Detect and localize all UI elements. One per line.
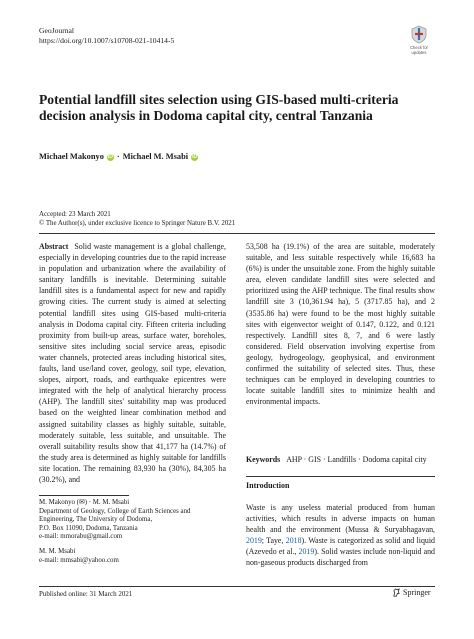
crossmark-icon <box>411 25 427 44</box>
copyright-line: © The Author(s), under exclusive licence to Springer Nature B.V. 2021 <box>39 220 236 227</box>
citation-link[interactable]: 2018 <box>285 536 302 546</box>
abstract-left-column <box>39 241 226 485</box>
keywords-text: AHP · GIS · Landfills · Dodoma capital city <box>286 455 427 464</box>
journal-header <box>39 26 174 46</box>
introduction-text: Waste is any useless material produced from human activities, which results in adverse impacts on human health and the environment (Mussa & Suryabhagavan, 2019; Taye, 2018). Waste is categorized as solid and liquid (Azevedo et al., 2019). Solid wastes include non-liquid and non-gaseous products discharged from <box>246 503 436 568</box>
abstract-top-rule <box>39 233 435 234</box>
keywords-label: Keywords <box>246 455 281 464</box>
author-name[interactable]: Michael Makonyo <box>39 152 104 161</box>
author-list <box>39 152 200 162</box>
abstract-right-column <box>246 241 435 407</box>
author-separator: · <box>116 152 120 161</box>
paper-title: Potential landfill sites selection using GIS-based multi-criteria decision analysis in Dodoma capital city, central Tanzania <box>39 92 399 123</box>
abstract-text: Solid waste management is a global challenge, especially in developing countries due to the rapid increase in population and urbanization where the availability of sanitary landfills is inevitable. Determining suitable landfill sites is a fundamental aspect for new and rapidly growing cities. The current study is aimed at selecting potential landfill sites using GIS-based multi-criteria analysis in Dodoma capital city. Fifteen criteria including proximity from built-up areas, surface water, boreholes, sensitive sites including social service areas, episodic water channels, protected areas including historical sites, faults, land use/land cover, geology, soil type, elevation, slopes, airport, roads, and earthquake epicentres were integrated with the help of analytical hierarchy process (AHP). The landfill sites' suitability map was produced based on the weighted linear combination method and assigned suitability classes as highly suitable, suitable, moderately suitable, less suitable, and unsuitable. The overall suitability results show that 41,177 ha (14.7%) of the study area is determined as highly suitable for landfills site location. The remaining 83,930 ha (30%), 84,305 ha (30.2%), and <box>39 242 226 484</box>
abstract-text-continued: 53,508 ha (19.1%) of the area are suitable, moderately suitable, and less suitable respectively while 16,683 ha (6%) is under the unsuitable zone. From the highly suitable area, eleven candidate landfill sites were selected and prioritized using the AHP technique. The final results show landfill site 3 (10,361.94 ha), 5 (3717.85 ha), and 2 (3535.86 ha) were found to be the most highly suitable sites with eigenvector weight of 0.147, 0.122, and 0.121 respectively. Landfill sites 8, 7, and 6 were lastly considered. Field observation involving expertise from geology, hydrogeology, geophysical, and environment confirmed the suitability of selected sites. Thus, these techniques can be employed in developing countries to locate suitable landfill sites to minimize health and environmental impacts. <box>246 242 435 407</box>
affiliation-rule <box>39 495 129 496</box>
orcid-icon[interactable]: iD <box>107 153 113 160</box>
email-link[interactable]: e-mail: mmsabi@yahoo.com <box>39 556 119 564</box>
doi-link[interactable]: https://doi.org/10.1007/s10708-021-10414-5 <box>39 36 175 45</box>
article-dates <box>39 210 235 228</box>
publisher-name: Springer <box>403 588 431 597</box>
accepted-date: Accepted: 23 March 2021 <box>39 211 111 218</box>
email-link[interactable]: e-mail: mmorabu@gmail.com <box>39 533 123 541</box>
springer-horse-icon <box>392 588 401 597</box>
citation-link[interactable]: 2019 <box>298 547 315 557</box>
citation-link[interactable]: 2019 <box>246 536 262 546</box>
abstract-label: Abstract <box>39 242 69 251</box>
journal-name: GeoJournal <box>39 26 75 35</box>
affiliations: M. Makonyo (✉) · M. M. Msabi Department of Geology, College of Earth Sciences and Engineering, The University of Dodoma, P.O. Box 11090, Dodoma, Tanzania e-mail: mmorabu@gmail.com M. M. Msabi e-mail: mmsabi@yahoo.com <box>39 499 229 565</box>
keywords-bottom-rule <box>246 476 435 477</box>
publisher-logo <box>392 588 431 597</box>
badge-label: Check for updates <box>410 45 428 55</box>
published-online: Published online: 31 March 2021 <box>39 590 133 598</box>
keywords <box>246 454 435 465</box>
orcid-icon[interactable]: iD <box>192 153 198 160</box>
footer-rule <box>39 586 435 587</box>
check-for-updates-badge[interactable] <box>405 25 433 59</box>
author-name[interactable]: Michael M. Msabi <box>122 152 189 161</box>
section-heading-introduction: Introduction <box>246 481 290 490</box>
